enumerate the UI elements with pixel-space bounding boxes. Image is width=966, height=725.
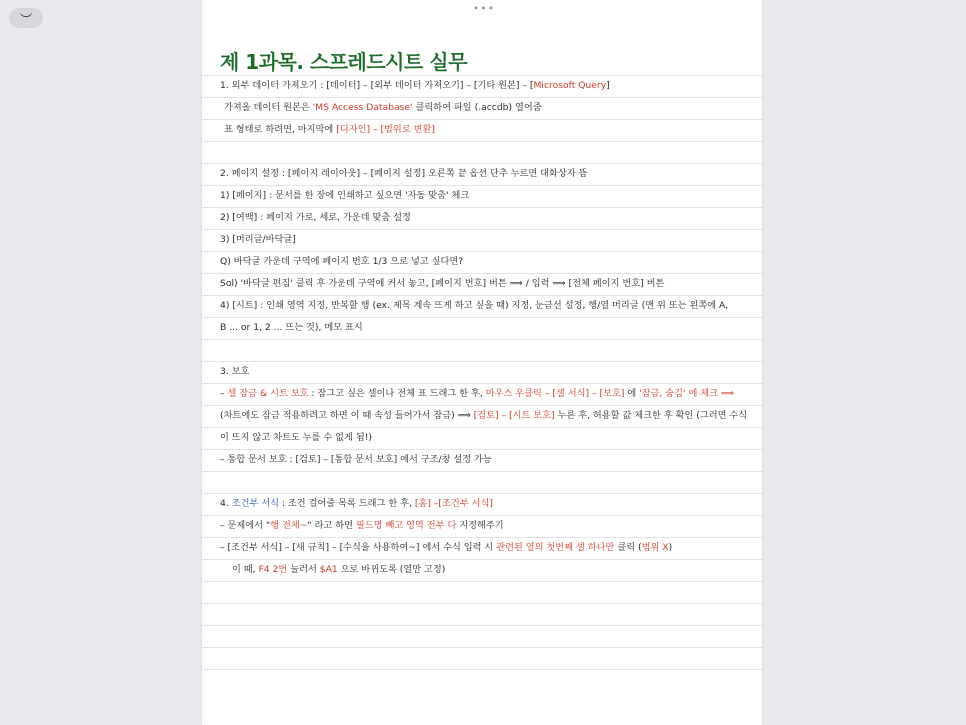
ruled-line bbox=[202, 625, 762, 626]
ruled-line bbox=[202, 339, 762, 340]
page-title: 제 1과목. 스프레드시트 실무 bbox=[220, 50, 467, 74]
ruled-line bbox=[202, 427, 762, 428]
note-line: (차트에도 잠금 적용하려고 하면 이 때 속성 들어가서 잠금) ⟹ [검토] – [시트 보호] 누른 후, 허용할 값 체크한 후 확인 (그러면 수식 bbox=[220, 410, 748, 421]
note-line: 2. 페이지 설정 : [페이지 레이아웃] – [페이지 설정] 오른쪽 끝 옵션 단추 누르면 대화상자 뜸 bbox=[220, 168, 588, 179]
note-line: Q) 바닥글 가운데 구역에 페이지 번호 1/3 으로 넣고 싶다면? bbox=[220, 256, 464, 267]
ruled-line bbox=[202, 603, 762, 604]
note-line: 3) [머리글/바닥글] bbox=[220, 234, 296, 245]
note-line: 4) [시트] : 인쇄 영역 지정, 반복할 행 (ex. 제목 계속 뜨게 하고 싶을 때) 지정, 눈금선 설정, 행/열 머리글 (맨 위 또는 왼쪽에 A, bbox=[220, 300, 729, 311]
note-line: 1) [페이지] : 문서를 한 장에 인쇄하고 싶으면 '자동 맞춤' 체크 bbox=[220, 190, 470, 201]
ruled-line bbox=[202, 317, 762, 318]
ruled-line bbox=[202, 581, 762, 582]
note-line: 2) [여백] : 페이지 가로, 세로, 가운데 맞춤 설정 bbox=[220, 212, 411, 223]
ruled-line bbox=[202, 185, 762, 186]
ruled-line bbox=[202, 75, 762, 76]
ruled-line bbox=[202, 493, 762, 494]
ruled-line bbox=[202, 537, 762, 538]
note-line: 이 뜨지 않고 차트도 누를 수 없게 됨!) bbox=[220, 432, 372, 443]
ruled-line bbox=[202, 163, 762, 164]
ruled-line bbox=[202, 647, 762, 648]
ruled-line bbox=[202, 229, 762, 230]
ruled-line bbox=[202, 669, 762, 670]
note-line: – 셀 잠금 & 시트 보호 : 잠그고 싶은 셀이나 전체 표 드래그 한 후, 마우스 우클릭 – [셀 서식] – [보호] 에 '잠금, 숨김' 에 체크 ⟹ bbox=[220, 388, 735, 399]
note-line: 4. 조건부 서식 : 조건 걸어줄 목록 드래그 한 후, [홈] –[조건부 서식] bbox=[220, 498, 493, 509]
ruled-line bbox=[202, 141, 762, 142]
ruled-line bbox=[202, 559, 762, 560]
note-line: 이 때, F4 2번 눌러서 $A1 으로 바뀌도록 (열만 고정) bbox=[232, 564, 446, 575]
ruled-line bbox=[202, 449, 762, 450]
ruled-line bbox=[202, 383, 762, 384]
note-line: 1. 외부 데이터 가져오기 : [데이터] – [외부 데이터 가져오기] – [기타 원본] – [Microsoft Query] bbox=[220, 80, 610, 91]
chevron-down-icon: ︶ bbox=[19, 12, 33, 28]
ruled-line bbox=[202, 119, 762, 120]
note-line: – [조건부 서식] – [새 규칙] – [수식을 사용하여~] 에서 수식 입력 시 관련된 열의 첫번째 셀 하나만 클릭 (범위 X) bbox=[220, 542, 673, 553]
ruled-line bbox=[202, 251, 762, 252]
ruled-line bbox=[202, 405, 762, 406]
ruled-line bbox=[202, 295, 762, 296]
ruled-line bbox=[202, 515, 762, 516]
note-line: 3. 보호 bbox=[220, 366, 250, 377]
note-line: B ... or 1, 2 ... 뜨는 것), 메모 표시 bbox=[220, 322, 363, 333]
ruled-line bbox=[202, 273, 762, 274]
ruled-line bbox=[202, 361, 762, 362]
note-line: 표 형태로 하려면, 마지막에 [디자인] – [범위로 변환] bbox=[224, 124, 435, 135]
more-dots-icon[interactable]: ••• bbox=[472, 2, 496, 15]
note-line: 가져올 데이터 원본은 'MS Access Database' 클릭하여 파일 (.accdb) 열어줌 bbox=[224, 102, 542, 113]
notes-page[interactable] bbox=[202, 0, 762, 725]
ruled-line bbox=[202, 207, 762, 208]
note-line: Sol) '바닥글 편집' 클릭 후 가운데 구역에 커서 놓고, [페이지 번호] 버튼 ⟹ / 입력 ⟹ [전체 페이지 번호] 버튼 bbox=[220, 278, 665, 289]
note-line: – 문제에서 "행 전체~" 라고 하면 필드명 빼고 영역 전부 다 지정해주기 bbox=[220, 520, 504, 531]
note-line: – 통합 문서 보호 : [검토] – [통합 문서 보호] 에서 구조/창 설정 가능 bbox=[220, 454, 492, 465]
ruled-line bbox=[202, 471, 762, 472]
ruled-line bbox=[202, 97, 762, 98]
collapse-button[interactable] bbox=[9, 8, 43, 28]
